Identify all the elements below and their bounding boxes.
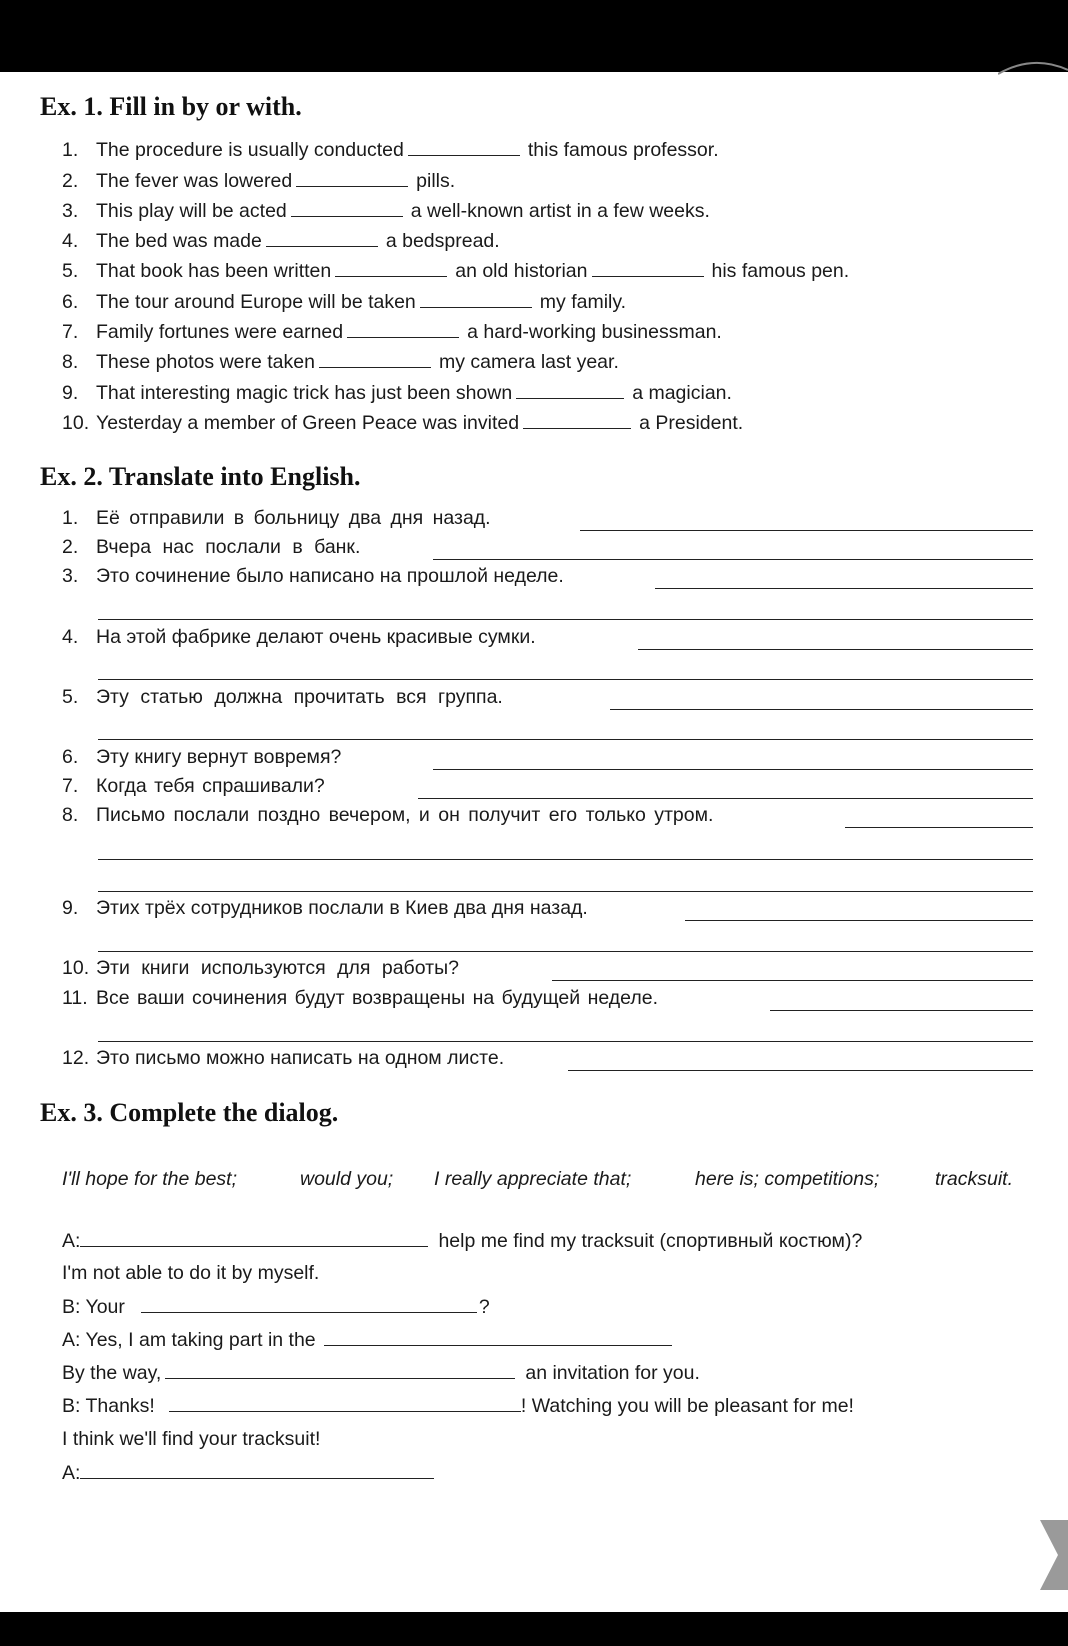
dialog-line-7: I think we'll find your tracksuit! (62, 1428, 321, 1450)
word-bank-item: here is; competitions; (695, 1168, 880, 1190)
answer-line[interactable] (98, 1040, 1033, 1042)
dialog-line-4: A: Yes, I am taking part in the (62, 1327, 672, 1352)
answer-line[interactable] (568, 1069, 1033, 1071)
dialog-line-2: I'm not able to do it by myself. (62, 1262, 320, 1284)
answer-line[interactable] (845, 826, 1033, 828)
answer-line[interactable] (580, 529, 1033, 531)
ex1-item-8: 8. These photos were taken my camera last year. (62, 351, 619, 373)
answer-line[interactable] (610, 708, 1033, 710)
answer-line[interactable] (98, 618, 1033, 620)
ex2-item-4: 4. На этой фабрике делают очень красивые сумки. (62, 626, 536, 648)
ex2-item-7: 7. Когда тебя спрашивали? (62, 775, 325, 797)
ex1-item-10: 10. Yesterday a member of Green Peace was invited a President. (62, 412, 744, 434)
next-page-chevron-icon[interactable] (1034, 1520, 1068, 1590)
word-bank-item: I'll hope for the best; (62, 1168, 237, 1190)
ex1-item-2: 2. The fever was lowered pills. (62, 170, 456, 192)
answer-line[interactable] (685, 919, 1033, 921)
dialog-line-6: B: Thanks! ! Watching you will be pleasant for me! (62, 1395, 854, 1417)
answer-line[interactable] (98, 738, 1033, 740)
answer-line[interactable] (98, 858, 1033, 860)
ex2-item-5: 5. Эту статью должна прочитать вся группа. (62, 686, 503, 708)
ex1-title: Ex. 1. Fill in by or with. (40, 92, 302, 121)
ex3-title: Ex. 3. Complete the dialog. (40, 1098, 339, 1127)
dialog-line-1: A: help me find my tracksuit (спортивный костюм)? (62, 1230, 863, 1252)
answer-line[interactable] (770, 1009, 1033, 1011)
word-bank-item: tracksuit. (935, 1168, 1014, 1190)
word-bank-item: I really appreciate that; (434, 1168, 632, 1190)
ex1-item-1: 1. The procedure is usually conducted this famous professor. (62, 139, 719, 161)
answer-line[interactable] (98, 678, 1033, 680)
worksheet-page (0, 72, 1068, 1612)
ex1-item-3: 3. This play will be acted a well-known artist in a few weeks. (62, 200, 710, 222)
dialog-line-8: A: (62, 1460, 434, 1485)
ex2-item-3: 3. Это сочинение было написано на прошлой неделе. (62, 565, 564, 587)
answer-line[interactable] (98, 950, 1033, 952)
answer-line[interactable] (98, 890, 1033, 892)
top-black-bar (0, 0, 1068, 72)
word-bank-item: would you; (300, 1168, 394, 1190)
answer-line[interactable] (655, 587, 1033, 589)
ex2-item-1: 1. Её отправили в больницу два дня назад. (62, 507, 491, 529)
answer-line[interactable] (433, 558, 1033, 560)
answer-line[interactable] (638, 648, 1033, 650)
ex2-item-12: 12. Это письмо можно написать на одном листе. (62, 1047, 505, 1069)
ex2-item-6: 6. Эту книгу вернут вовремя? (62, 746, 342, 768)
ex2-item-2: 2. Вчера нас послали в банк. (62, 536, 361, 558)
dialog-line-3: B: Your ? (62, 1296, 490, 1318)
ex2-item-9: 9. Этих трёх сотрудников послали в Киев два дня назад. (62, 897, 588, 919)
ex1-item-9: 9. That interesting magic trick has just been shown a magician. (62, 382, 732, 404)
answer-line[interactable] (418, 797, 1033, 799)
dialog-line-5: By the way, an invitation for you. (62, 1362, 700, 1384)
ex1-item-6: 6. The tour around Europe will be taken my family. (62, 291, 627, 313)
answer-line[interactable] (433, 768, 1033, 770)
bottom-black-bar (0, 1612, 1068, 1646)
ex2-item-8: 8. Письмо послали поздно вечером, и он получит его только утром. (62, 804, 714, 826)
ex1-item-7: 7. Family fortunes were earned a hard-working businessman. (62, 321, 722, 343)
ex2-item-11: 11. Все ваши сочинения будут возвращены на будущей неделе. (62, 987, 658, 1009)
answer-line[interactable] (552, 979, 1033, 981)
ex1-item-4: 4. The bed was made a bedspread. (62, 230, 500, 252)
ex2-item-10: 10. Эти книги используются для работы? (62, 957, 459, 979)
ex1-item-5: 5. That book has been written an old historian his famous pen. (62, 260, 850, 282)
ex2-title: Ex. 2. Translate into English. (40, 462, 361, 491)
